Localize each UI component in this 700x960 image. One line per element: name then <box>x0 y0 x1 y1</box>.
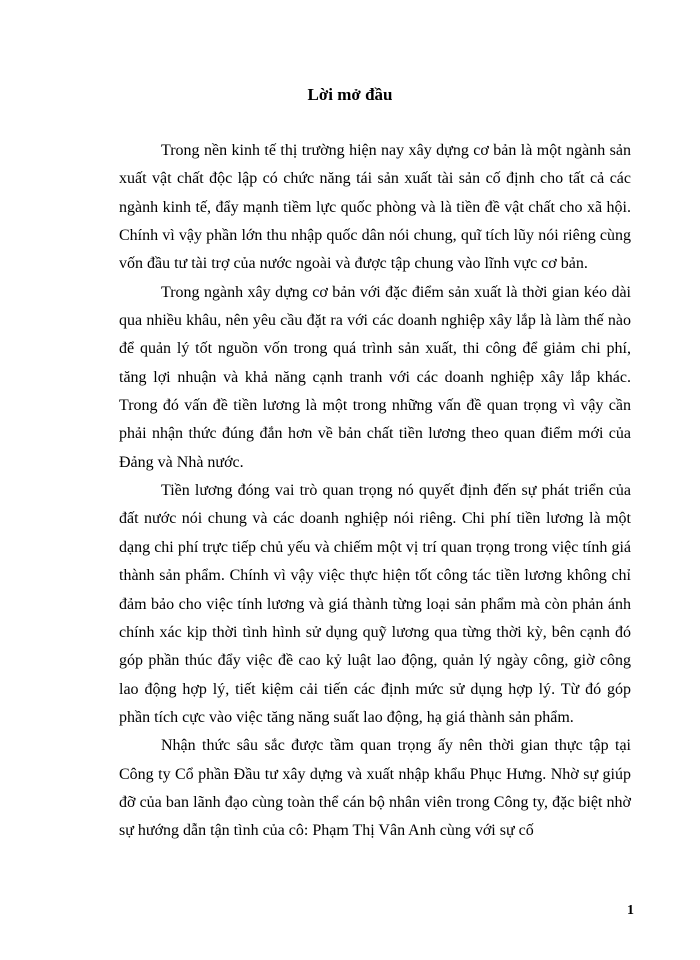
paragraph-2: Trong ngành xây dựng cơ bản với đặc điểm sản xuất là thời gian kéo dài qua nhiều khâu, nên yêu cầu đặt ra với các doanh nghiệp xây lắp là làm thế nào để quản lý tốt nguồn vốn trong quá trình sản xuất, thi công để giảm chi phí, tăng lợi nhuận và khả năng cạnh tranh với các doanh nghiệp xây lắp khác. Trong đó vấn đề tiền lương là một trong những vấn đề quan trọng vì vậy cần phải nhận thức đúng đắn hơn về bản chất tiền lương theo quan điểm mới của Đảng và Nhà nước. <box>119 283 631 471</box>
paragraph-1: Trong nền kinh tế thị trường hiện nay xây dựng cơ bản là một ngành sản xuất vật chất độc lập có chức năng tái sản xuất tài sản cố định cho tất cả các ngành kinh tế, đẩy mạnh tiềm lực quốc phòng và là tiền đề vật chất cho xã hội. Chính vì vậy phần lớn thu nhập quốc dân nói chung, quĩ tích lũy nói riêng cùng vốn đầu tư tài trợ của nước ngoài và được tập chung vào lĩnh vực cơ bản. <box>119 142 631 273</box>
paragraph-3: Tiền lương đóng vai trò quan trọng nó quyết định đến sự phát triển của đất nước nói chung và các doanh nghiệp nói riêng. Chi phí tiền lương là một dạng chi phí trực tiếp chủ yếu và chiếm một vị trí quan trọng trong việc tính giá thành sản phẩm. Chính vì vậy việc thực hiện tốt công tác tiền lương không chỉ đảm bảo cho việc tính lương và giá thành từng loại sản phẩm mà còn phản ánh chính xác kịp thời tình hình sử dụng quỹ lương qua từng thời kỳ, bên cạnh đó góp phần thúc đẩy việc đề cao kỷ luật lao động, quản lý ngày công, giờ công lao động hợp lý, tiết kiệm cải tiến các định mức sử dụng hợp lý. Từ đó góp phần tích cực vào việc tăng năng suất lao động, hạ giá thành sản phẩm. <box>119 482 631 726</box>
body-text <box>119 137 631 846</box>
page-title: Lời mở đầu <box>307 85 393 104</box>
page-number: 1 <box>627 903 634 918</box>
paragraph-4: Nhận thức sâu sắc được tầm quan trọng ấy nên thời gian thực tập tại Công ty Cổ phần Đầu tư xây dựng và xuất nhập khẩu Phục Hưng. Nhờ sự giúp đỡ của ban lãnh đạo cùng toàn thể cán bộ nhân viên trong Công ty, đặc biệt nhờ sự hướng dẫn tận tình của cô: Phạm Thị Vân Anh cùng với sự cố <box>119 737 631 840</box>
